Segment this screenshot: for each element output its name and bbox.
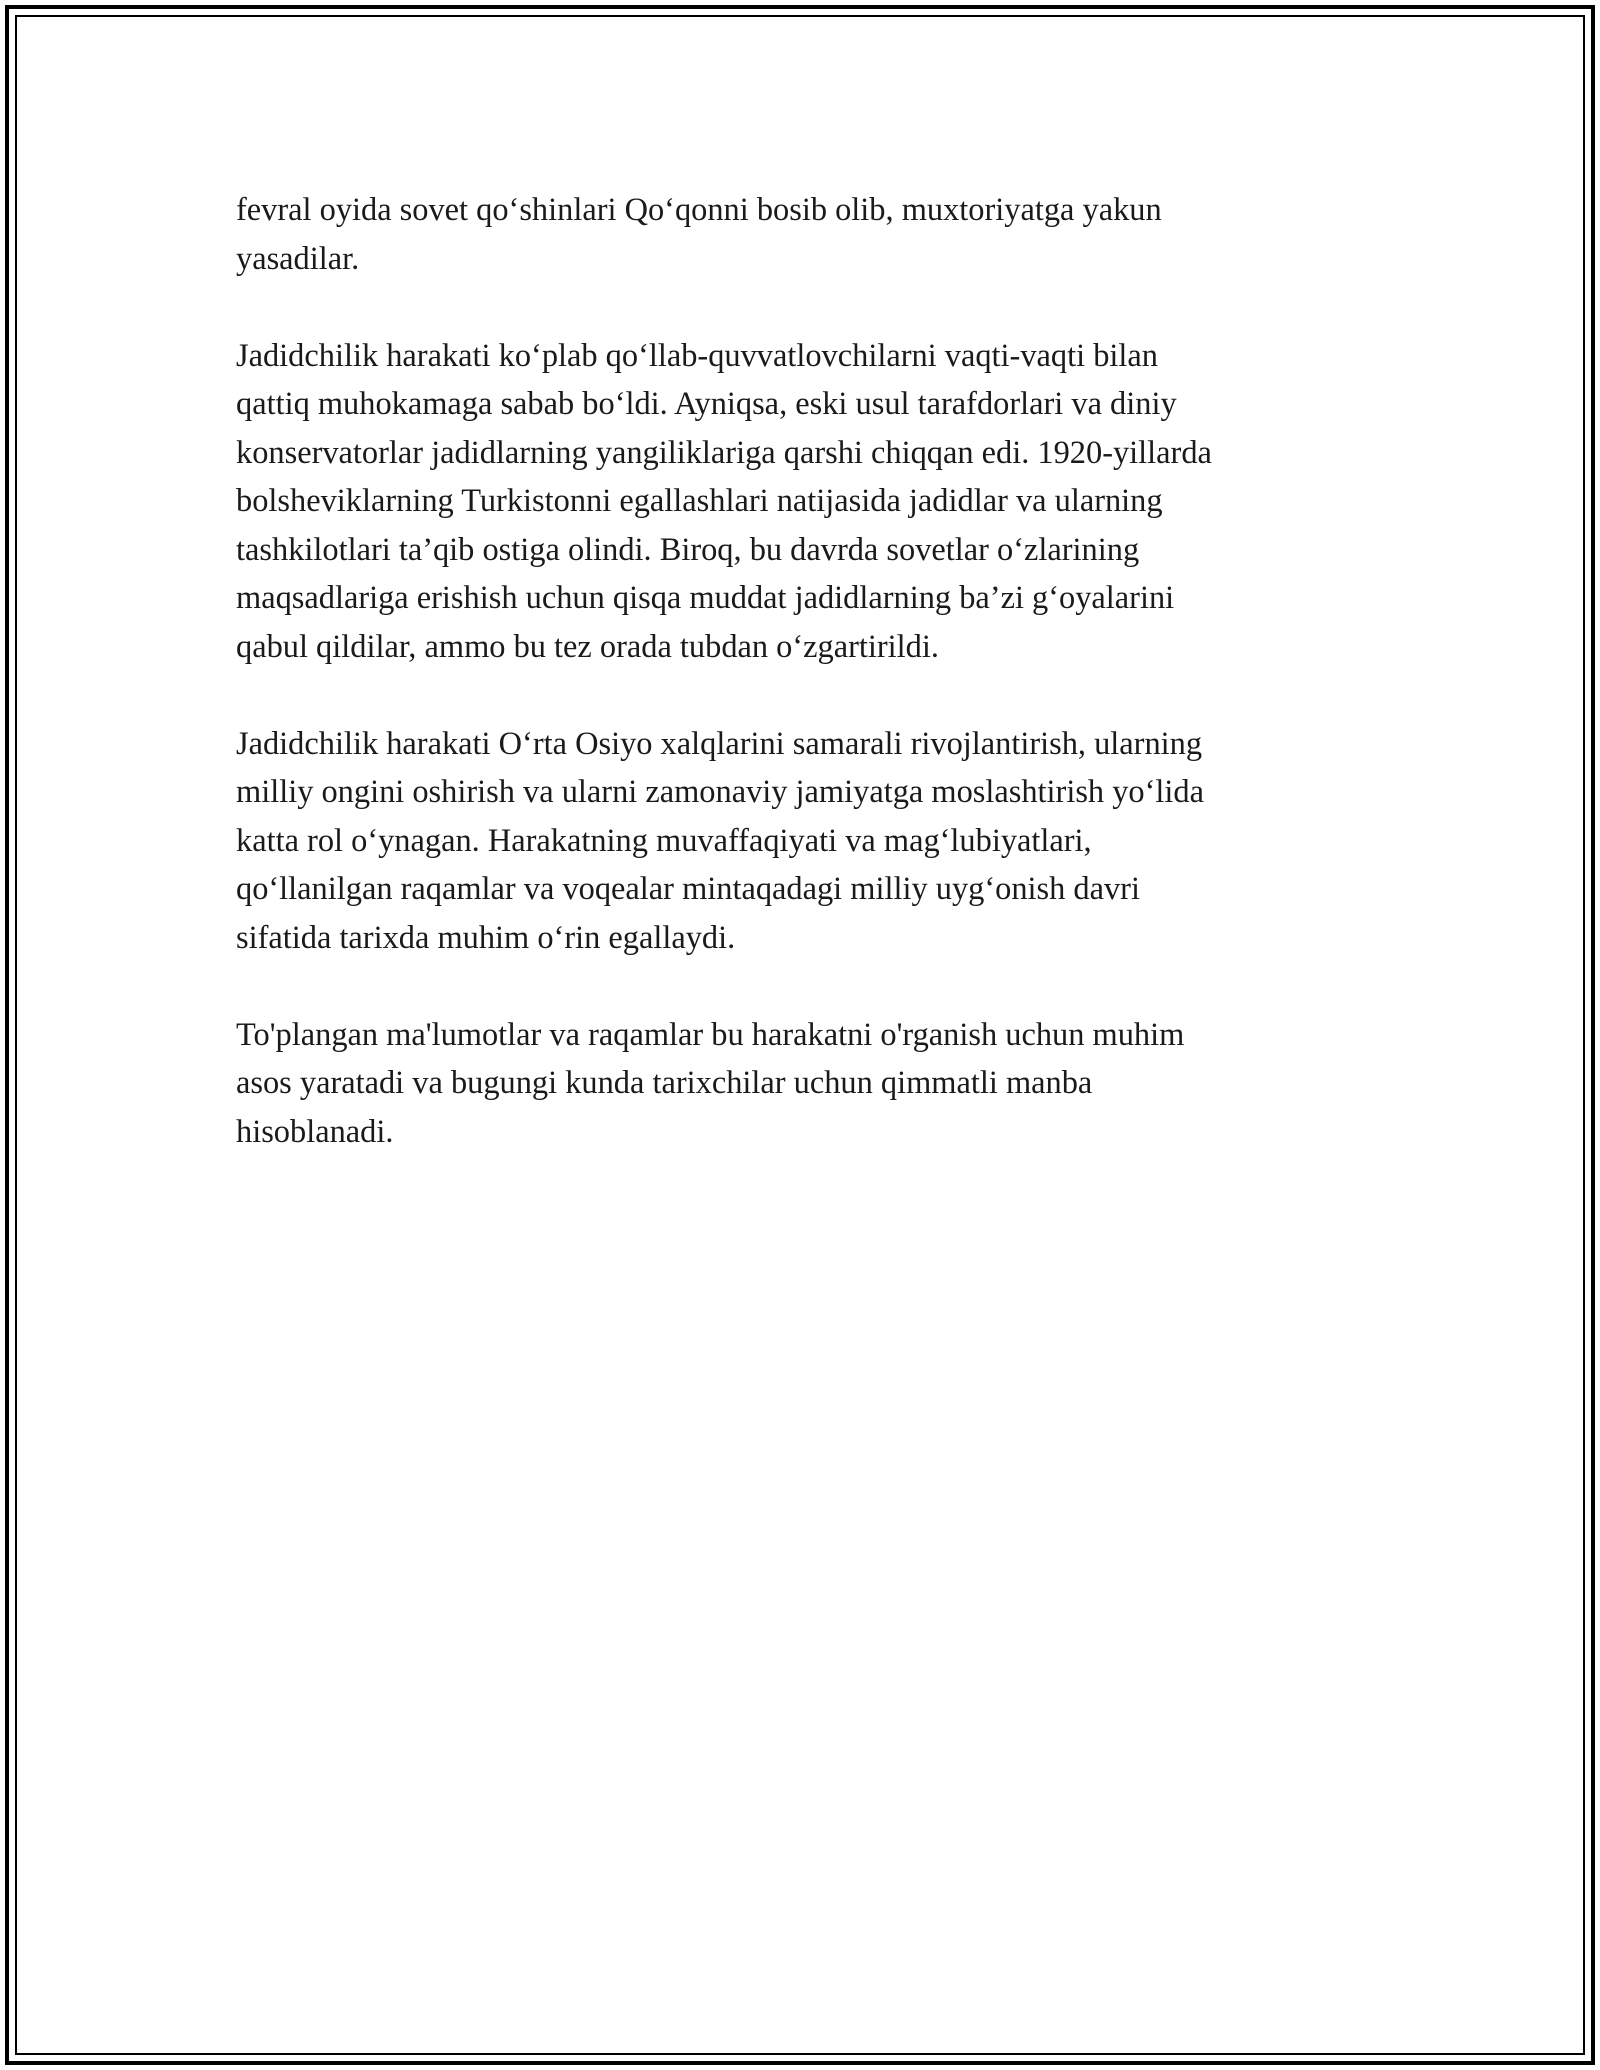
document-body (236, 186, 1366, 1205)
paragraph-3: Jadidchilik harakati O‘rta Osiyo xalqlarini samarali rivojlantirish, ularning milliy ongini oshirish va ularni zamonaviy jamiyatga moslashtirish yo‘lida katta rol o‘ynagan. Harakatning muvaffaqiyati va mag‘lubiyatlari, qo‘llanilgan raqamlar va voqealar mintaqadagi milliy uyg‘onish davri sifatida tarixda muhim o‘rin egallaydi. (236, 725, 1204, 956)
paragraph-4: To'plangan ma'lumotlar va raqamlar bu harakatni o'rganish uchun muhim asos yaratadi va bugungi kunda tarixchilar uchun qimmatli manba hisoblanadi. (236, 1016, 1185, 1150)
paragraph-2: Jadidchilik harakati ko‘plab qo‘llab-quvvatlovchilarni vaqti-vaqti bilan qattiq muhokamaga sabab bo‘ldi. Ayniqsa, eski usul tarafdorlari va diniy konservatorlar jadidlarning yangiliklariga qarshi chiqqan edi. 1920-yillarda bolsheviklarning Turkistonni egallashlari natijasida jadidlar va ularning tashkilotlari ta’qib ostiga olindi. Biroq, bu davrda sovetlar o‘zlarining maqsadlariga erishish uchun qisqa muddat jadidlarning ba’zi g‘oyalarini qabul qildilar, ammo bu tez orada tubdan o‘zgartirildi. (236, 337, 1212, 665)
paragraph-1: fevral oyida sovet qo‘shinlari Qo‘qonni bosib olib, muxtoriyatga yakun yasadilar. (236, 192, 1162, 277)
